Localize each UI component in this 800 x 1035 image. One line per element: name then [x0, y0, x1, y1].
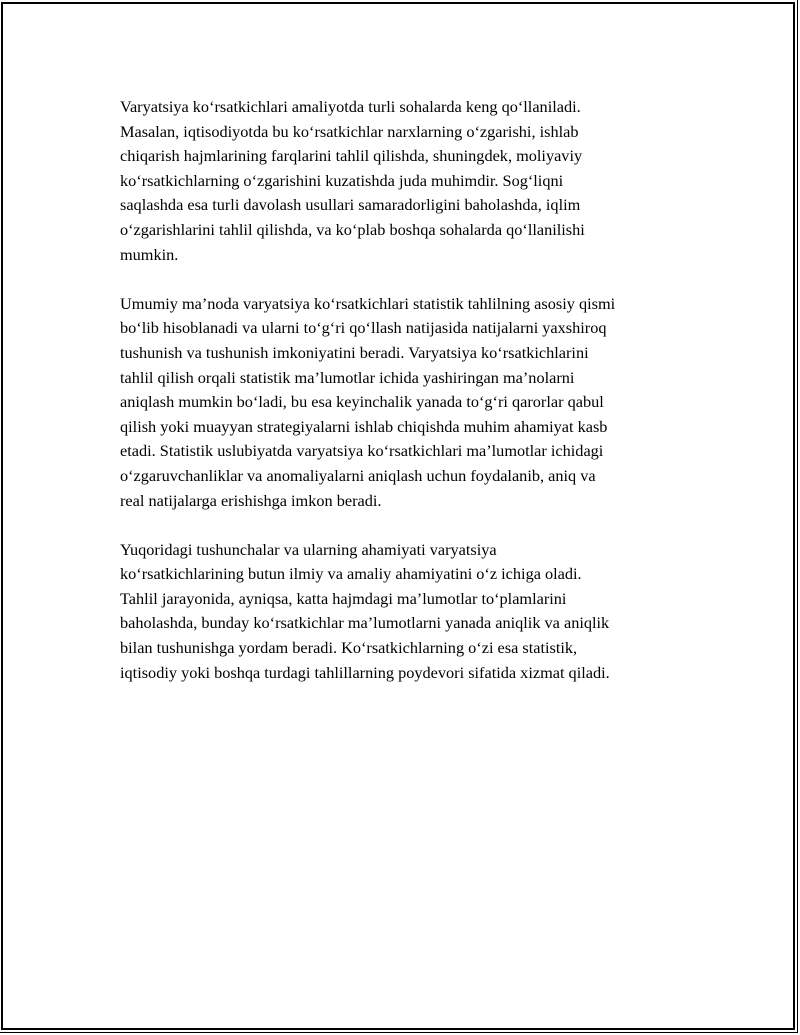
- text-line: oʻzgarishlarini tahlil qilishda, va koʻplab boshqa sohalarda qoʻllanilishi: [120, 219, 585, 239]
- text-line: boʻlib hisoblanadi va ularni toʻgʻri qoʻllash natijasida natijalarni yaxshiroq: [120, 318, 607, 338]
- text-line: qilish yoki muayyan strategiyalarni ishlab chiqishda muhim ahamiyat kasb: [120, 416, 608, 436]
- paragraph-2: [120, 292, 680, 513]
- text-line: etadi. Statistik uslubiyatda varyatsiya koʻrsatkichlari maʼlumotlar ichidagi: [120, 441, 604, 461]
- text-line: aniqlash mumkin boʻladi, bu esa keyinchalik yanada toʻgʻri qarorlar qabul: [120, 392, 604, 412]
- text-line: koʻrsatkichlarning oʻzgarishini kuzatishda juda muhimdir. Sogʻliqni: [120, 170, 564, 190]
- text-line: tahlil qilish orqali statistik maʼlumotlar ichida yashiringan maʼnolarni: [120, 367, 575, 387]
- page-border: [1, 2, 795, 1030]
- text-line: Tahlil jarayonida, ayniqsa, katta hajmdagi maʼlumotlar toʻplamlarini: [120, 588, 567, 608]
- text-line: mumkin.: [120, 244, 179, 264]
- document-body: [120, 95, 680, 710]
- text-line: tushunish va tushunish imkoniyatini beradi. Varyatsiya koʻrsatkichlarini: [120, 342, 589, 362]
- text-line: baholashda, bunday koʻrsatkichlar maʼlumotlarni yanada aniqlik va aniqlik: [120, 613, 610, 633]
- text-line: Yuqoridagi tushunchalar va ularning ahamiyati varyatsiya: [120, 539, 497, 559]
- text-line: real natijalarga erishishga imkon beradi.: [120, 490, 382, 510]
- text-line: chiqarish hajmlarining farqlarini tahlil qilishda, shuningdek, moliyaviy: [120, 146, 583, 166]
- paragraph-1: [120, 95, 680, 267]
- text-line: oʻzgaruvchanliklar va anomaliyalarni aniqlash uchun foydalanib, aniq va: [120, 465, 596, 485]
- text-line: saqlashda esa turli davolash usullari samaradorligini baholashda, iqlim: [120, 195, 581, 215]
- paragraph-3: [120, 538, 680, 686]
- text-line: iqtisodiy yoki boshqa turdagi tahlillarning poydevori sifatida xizmat qiladi.: [120, 662, 610, 682]
- text-line: Masalan, iqtisodiyotda bu koʻrsatkichlar narxlarning oʻzgarishi, ishlab: [120, 121, 579, 141]
- text-line: Varyatsiya koʻrsatkichlari amaliyotda turli sohalarda keng qoʻllaniladi.: [120, 97, 581, 116]
- text-line: bilan tushunishga yordam beradi. Koʻrsatkichlarning oʻzi esa statistik,: [120, 638, 578, 658]
- text-line: Umumiy maʼnoda varyatsiya koʻrsatkichlari statistik tahlilning asosiy qismi: [120, 293, 616, 313]
- text-line: koʻrsatkichlarining butun ilmiy va amaliy ahamiyatini oʻz ichiga oladi.: [120, 564, 582, 584]
